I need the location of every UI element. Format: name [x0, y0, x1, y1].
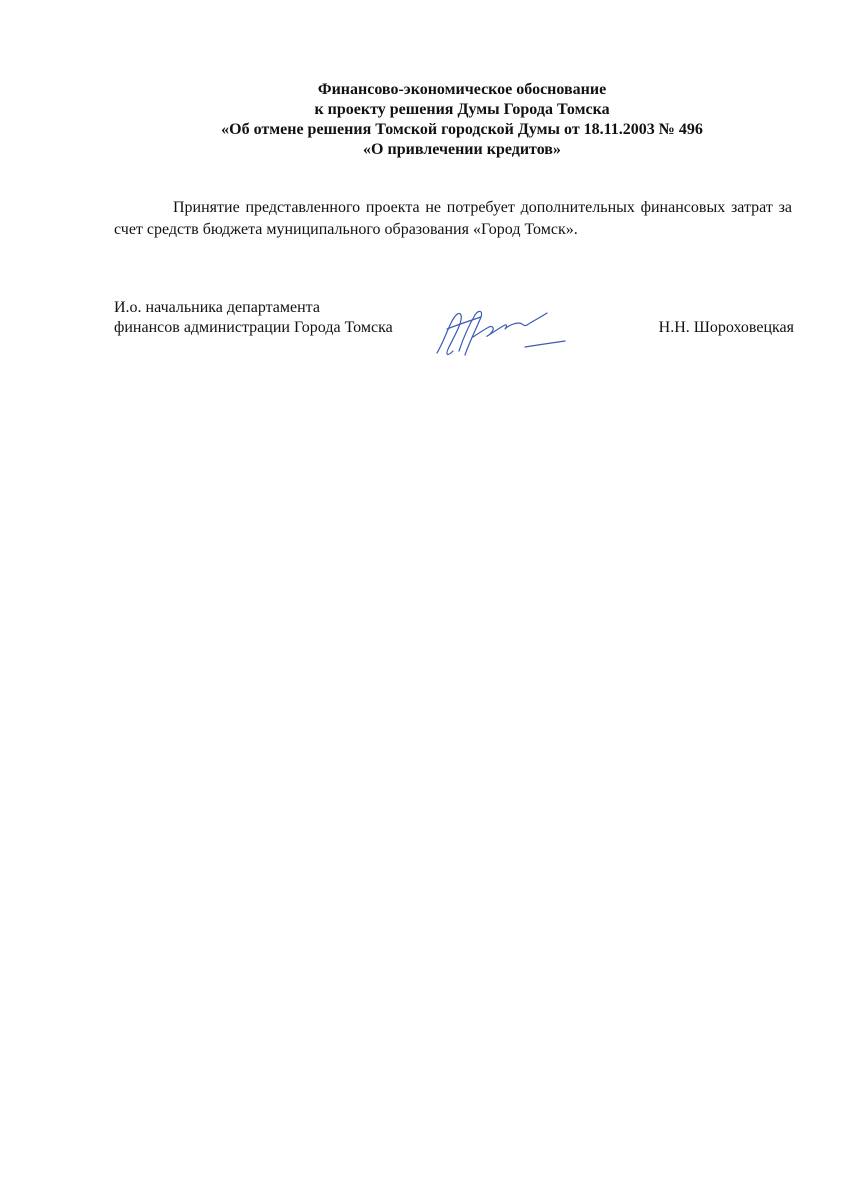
- signer-position-line-1: И.о. начальника департамента: [114, 299, 320, 316]
- title-line-1: Финансово-экономическое обоснование: [317, 81, 607, 98]
- title-line-2: к проекту решения Думы Города Томска: [314, 101, 610, 118]
- signature-block: [114, 298, 794, 368]
- body-paragraph: Принятие представленного проекта не потребует дополнительных финансовых затрат за счет средств бюджета муниципального образования «Город Томск».: [114, 199, 792, 238]
- title-line-3: «Об отмене решения Томской городской Думы от 18.11.2003 № 496: [221, 121, 703, 138]
- document-title: [37, 80, 850, 160]
- handwritten-signature: [429, 303, 569, 363]
- title-line-4: «О привлечении кредитов»: [363, 141, 561, 158]
- signer-name: Н.Н. Шороховецкая: [658, 319, 794, 336]
- signer-position-line-2: финансов администрации Города Томска: [114, 319, 393, 336]
- signer-position: [114, 298, 393, 338]
